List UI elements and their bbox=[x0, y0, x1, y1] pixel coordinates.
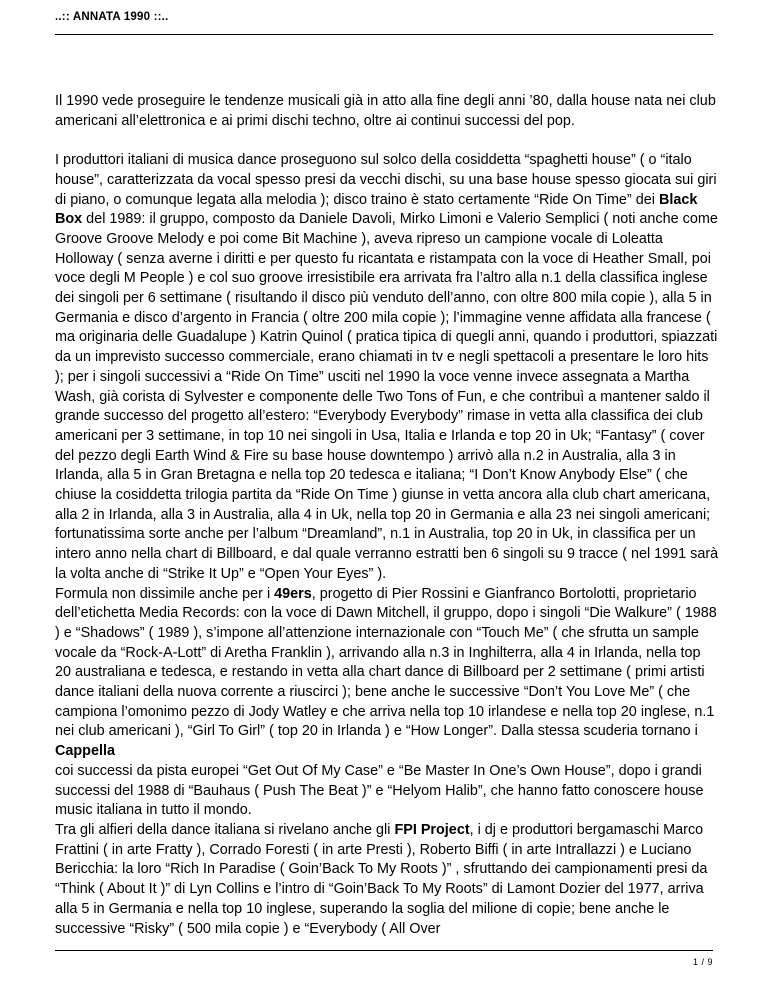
fpi-project-name: FPI Project bbox=[394, 822, 470, 838]
document-body bbox=[55, 92, 719, 939]
cappella-paragraph: coi successi da pista europei “Get Out Of My Case” e “Be Master In One’s Own House”, dopo i grandi successi del 1988 di “Bauhaus ( Push The Beat )” e “Helyom Halib”, che hanno fatto conoscere house music italiana in tutto il mondo. bbox=[55, 762, 704, 819]
black-box-text-before: I produttori italiani di musica dance proseguono sul solco della cosiddetta “spaghetti house” ( o “italo house”, caratterizzata da vocal spesso presi da vecchi dischi, su una base house spesso giocata sui giri di piano, o comunque legata alla melodia ); disco traino è stato certamente “Ride On Time” dei bbox=[55, 152, 717, 208]
fpi-text-after: , i dj e produttori bergamaschi Marco Frattini ( in arte Fratty ), Corrado Foresti ( in arte Presti ), Roberto Biffi ( in arte Intrallazzi ) e Luciano Bericchia: la loro “Rich In Paradise ( Goin’Back To My Roots )” , sfruttando dei campionamenti presi da “Think ( About It )” di Lyn Collins e l’intro di “Goin’Back To My Roots” di Lamont Dozier del 1977, arriva alla 5 in Germania e nella top 10 inglese, superando la soglia del milione di copie; bene anche le successive “Risky” ( 500 mila copie ) e “Everybody ( All Over bbox=[55, 822, 708, 937]
header-divider bbox=[55, 34, 713, 35]
footer-divider bbox=[55, 950, 713, 951]
49ers-name: 49ers bbox=[274, 585, 312, 602]
cappella-heading bbox=[55, 742, 719, 762]
document-header-title: ..:: ANNATA 1990 ::.. bbox=[55, 11, 169, 23]
intro-paragraph: Il 1990 vede proseguire le tendenze musicali già in atto alla fine degli anni ’80, dalla house nata nei club americani all’elettronica e ai primi dischi techno, oltre ai continui successi del pop. bbox=[55, 93, 716, 129]
page-number: 1 / 9 bbox=[692, 957, 713, 967]
cappella-name: Cappella bbox=[55, 743, 115, 760]
49ers-paragraph bbox=[55, 585, 719, 743]
49ers-text-after: , progetto di Pier Rossini e Gianfranco Bortolotti, proprietario dell’etichetta Media Records: con la voce di Dawn Mitchell, il gruppo, dopo i singoli “Die Walkure” ( 1988 ) e “Shadows” ( 1989 ), s’impone all’attenzione internazionale con “Touch Me” ( che sfrutta un sample vocale da “Rock-A-Lott” di Aretha Franklin ), arrivando alla n.3 in Inghilterra, alla 4 in Irlanda, nella top 20 australiana e tedesca, e restando in vetta alla chart dance di Billboard per 2 settimane ( primi artisti dance italiani della nuova corrente a riuscirci ); bene anche le successive “Don’t You Love Me” ( che campiona l’omonimo pezzo di Jody Watley e che arriva nella top 10 irlandese e nella top 20 inglese, n.1 nei club americani ), “Girl To Girl” ( top 20 in Irlanda ) e “How Longer”. Dalla stessa scuderia tornano i bbox=[55, 585, 717, 740]
49ers-text-before: Formula non dissimile anche per i bbox=[55, 585, 275, 602]
fpi-text-before: Tra gli alfieri della dance italiana si rivelano anche gli bbox=[55, 822, 395, 838]
black-box-paragraph bbox=[55, 151, 719, 584]
black-box-name: Black Box bbox=[55, 191, 698, 228]
black-box-text-after: del 1989: il gruppo, composto da Daniele Davoli, Mirko Limoni e Valerio Semplici ( noti anche come Groove Groove Melody e poi come Bit Machine ), aveva ripreso un campione vocale di Loleatta Holloway ( senza averne i diritti e per questo fu ricantata e ristampata con la voce di Heather Small, poi voce degli M People ) e col suo groove irresistibile era arrivata fra l’altro alla n.1 della classifica inglese dei singoli per 6 settimane ( risultando il disco più venduto dell’anno, con oltre 800 mila copie ), alla 5 in Germania e disco d’argento in Francia ( oltre 200 mila copie ); l’immagine venne affidata alla francese ( ma originaria delle Guadalupe ) Katrin Quinol ( pratica tipica di quegli anni, quando i produttori, spiazzati da un imprevisto successo commerciale, erano chiamati in tv e negli spettacoli a presentare le loro hits ); per i singoli successivi a “Ride On Time” usciti nel 1990 la voce venne invece assegnata a Martha Wash, già corista di Sylvester e componente delle Two Tons of Fun, e che contribuì a mantener saldo il grande successo del progetto all’estero: “Everybody Everybody” rimase in vetta alla classifica dei club americani per 3 settimane, in top 10 nei singoli in Usa, Italia e Irlanda e top 20 in Uk; “Fantasy” ( cover del pezzo degli Earth Wind & Fire su base house downtempo ) arrivò alla n.2 in Australia, alla 3 in Irlanda, alla 5 in Gran Bretagna e nella top 20 tedesca e italiana; “I Don’t Know Anybody Else” ( che chiuse la cosiddetta trilogia partita da “Ride On Time ) giunse in vetta ancora alla club chart americana, alla 2 in Irlanda, alla 3 in Australia, alla 4 in Uk, nella top 20 in Germania e alla 23 nei singoli americani; fortunatissima sorte anche per l’album “Dreamland”, n.1 in Australia, top 20 in Uk, in classifica per un intero anno nella chart di Billboard, e dal quale verranno estratti ben 6 singoli su 9 tracce ( nel 1991 sarà la volta anche di “Strike It Up” e “Open Your Eyes” ). bbox=[55, 211, 719, 582]
fpi-project-paragraph bbox=[55, 821, 719, 939]
